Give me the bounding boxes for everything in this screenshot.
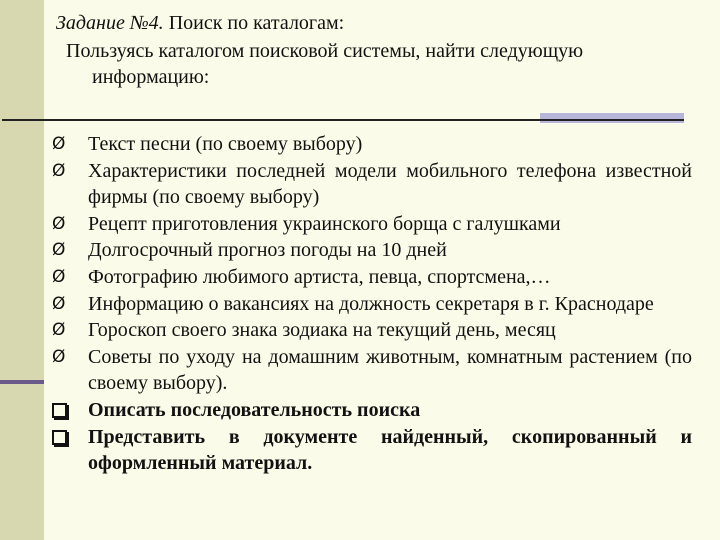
task-item: Представить в документе найденный, скопированный и оформленный материал. bbox=[52, 424, 692, 477]
arrow-bullet-icon: Ø bbox=[52, 240, 66, 261]
rule-accent-block bbox=[540, 113, 684, 123]
list-item: Ø Гороскоп своего знака зодиака на текущий день, месяц bbox=[52, 317, 692, 344]
title-divider bbox=[2, 119, 684, 121]
list-item: Ø Рецепт приготовления украинского борща с галушками bbox=[52, 211, 692, 238]
slide-title bbox=[56, 10, 706, 90]
task-topic: Поиск по каталогам: bbox=[163, 12, 345, 34]
arrow-bullet-icon: Ø bbox=[52, 213, 66, 234]
left-decor-accent bbox=[0, 380, 44, 384]
arrow-bullet-icon: Ø bbox=[52, 160, 66, 181]
checkbox-bullet-icon bbox=[52, 397, 82, 427]
task-number: Задание №4. bbox=[56, 12, 164, 34]
task-item: Описать последовательность поиска bbox=[52, 397, 692, 424]
list-item: Ø Характеристики последней модели мобильного телефона известной фирмы (по своему выбору) bbox=[52, 159, 692, 209]
list-item: Ø Советы по уходу на домашним животным, комнатным растением (по своему выбору). bbox=[52, 345, 692, 395]
task-list bbox=[52, 131, 692, 477]
list-item: Ø Фотографию любимого артиста, певца, спортсмена,… bbox=[52, 264, 692, 291]
left-decor-bar bbox=[0, 0, 44, 540]
title-instruction: Пользуясь каталогом поисковой системы, найти следующую bbox=[66, 40, 584, 62]
title-heading bbox=[56, 10, 706, 36]
list-item: Ø Текст песни (по своему выбору) bbox=[52, 131, 692, 158]
list-item: Ø Долгосрочный прогноз погоды на 10 дней bbox=[52, 237, 692, 264]
arrow-bullet-icon: Ø bbox=[52, 134, 66, 154]
arrow-bullet-icon: Ø bbox=[52, 266, 66, 287]
arrow-bullet-icon: Ø bbox=[52, 320, 66, 341]
arrow-bullet-icon: Ø bbox=[52, 346, 66, 367]
title-instruction-cont: информацию: bbox=[92, 66, 210, 88]
checkbox-bullet-icon bbox=[52, 424, 82, 454]
list-item: Ø Информацию о вакансиях на должность секретаря в г. Краснодаре bbox=[52, 291, 692, 318]
arrow-bullet-icon: Ø bbox=[52, 293, 66, 314]
